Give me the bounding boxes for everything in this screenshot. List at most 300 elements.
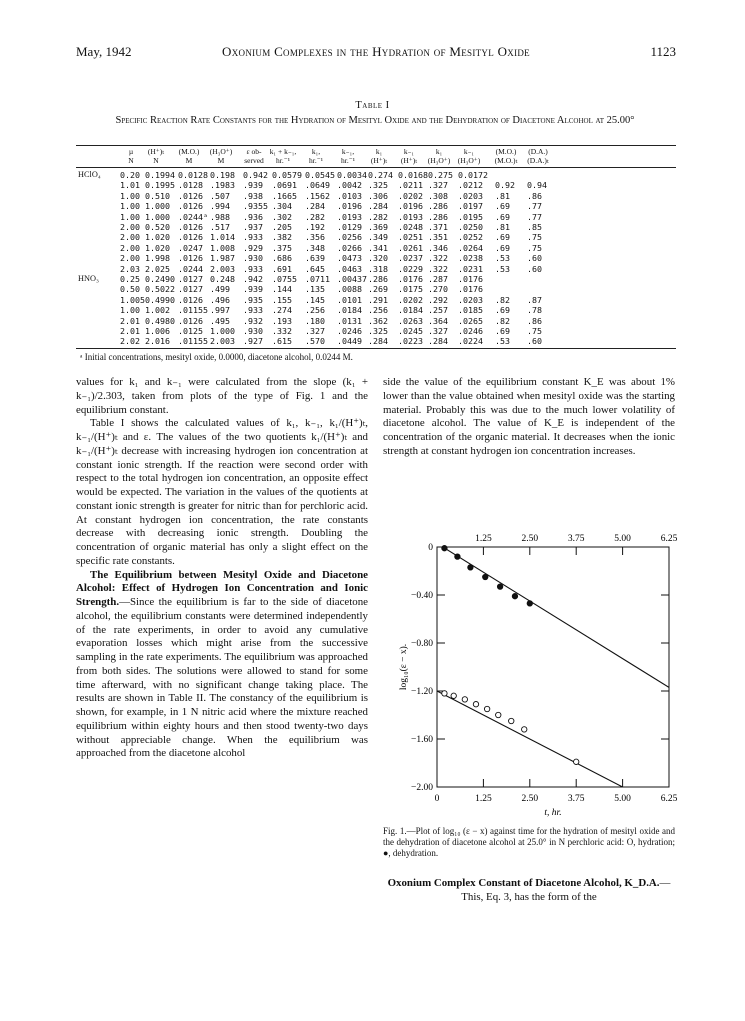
- table-cell: .496: [210, 294, 230, 305]
- table-cell: .322: [428, 253, 448, 264]
- table-cell: .939: [243, 180, 263, 191]
- table-cell: .371: [428, 222, 448, 232]
- paragraph: values for k₁ and k₋₁ were calculated from the slope (k₁ + k₋₁)/2.303, taken from plots of the type of Fig. 1 and the equilibrium constant.: [76, 376, 368, 416]
- data-point-hydration: [462, 697, 467, 702]
- table-cell: .0244ᵃ: [178, 211, 208, 222]
- table-cell: 0.942: [243, 170, 268, 180]
- table-cell: .517: [210, 222, 230, 232]
- table-cell: .0042: [337, 180, 362, 191]
- column-subheader-1: N: [153, 156, 159, 165]
- table-cell: .0197: [458, 201, 483, 212]
- x-tick-label: 6.25: [660, 794, 678, 804]
- data-point-hydration: [473, 702, 478, 707]
- table-cell: .287: [428, 274, 448, 284]
- data-point-hydration: [451, 693, 456, 698]
- table-cell: .0127: [178, 274, 203, 284]
- table-cell: .75: [527, 242, 542, 253]
- y-tick-label: −1.60: [411, 735, 433, 745]
- table-cell: .286: [428, 201, 448, 212]
- table-cell: .375: [272, 242, 292, 253]
- table-cell: .292: [428, 294, 448, 305]
- x-tick-label: 1.25: [475, 794, 492, 804]
- table-cell: .78: [527, 305, 542, 316]
- table-cell: .0103: [337, 190, 362, 201]
- page-number: 1123: [650, 44, 676, 59]
- table-cell: .0265: [458, 315, 483, 326]
- right-section: [383, 876, 675, 904]
- table-cell: .69: [495, 211, 510, 222]
- table-cell: .937: [243, 222, 263, 232]
- table-cell: .942: [243, 274, 263, 284]
- x-tick-label-top: 3.75: [567, 534, 585, 544]
- data-point-dehydration: [483, 574, 488, 579]
- table-header-rule: [76, 167, 676, 168]
- table-cell: .318: [368, 263, 388, 274]
- column-subheader-11: (H₃O⁺): [457, 156, 481, 165]
- table-cell: 2.003: [210, 336, 235, 347]
- table-cell: .0755: [272, 274, 297, 284]
- table-cell: 1.987: [210, 253, 235, 264]
- table-cell: 2.01: [120, 326, 140, 336]
- data-point-hydration: [522, 727, 527, 732]
- table-cell: .495: [210, 315, 230, 326]
- table-cell: .53: [495, 263, 510, 274]
- table-cell: .53: [495, 253, 510, 264]
- table-cell: .933: [243, 263, 263, 274]
- table-cell: .77: [527, 211, 542, 222]
- table-cell: .0126: [178, 315, 203, 326]
- table-cell: .291: [368, 294, 388, 305]
- table-cell: .81: [495, 222, 510, 232]
- table-cell: .0229: [398, 263, 423, 274]
- table-cell: .286: [428, 211, 448, 222]
- table-cell: .304: [272, 201, 292, 212]
- column-header-3: (H₃O⁺): [209, 147, 233, 156]
- table-cell: .930: [243, 326, 263, 336]
- data-point-hydration: [509, 718, 514, 723]
- table-cell: .0128: [178, 180, 203, 191]
- x-tick-label-top: 6.25: [660, 534, 678, 544]
- table-cell: .155: [272, 294, 292, 305]
- table-cell: 1.008: [210, 242, 235, 253]
- table-cell: .930: [243, 253, 263, 264]
- table-cell: .0244: [178, 263, 203, 274]
- table-cell: .0202: [398, 190, 423, 201]
- table-cell: 0.4980: [145, 315, 175, 326]
- table-cell: .0088: [337, 284, 362, 295]
- table-cell: .691: [272, 263, 292, 274]
- table-cell: 2.00: [120, 242, 140, 253]
- table-cell: .0251: [398, 232, 423, 243]
- table-cell: .0231: [458, 263, 483, 274]
- running-header: [76, 44, 676, 62]
- table-cell: .927: [243, 336, 263, 347]
- table-cell: 1.00: [120, 201, 140, 212]
- table-cell: .87: [527, 294, 542, 305]
- column-header-4: ε ob-: [246, 147, 262, 156]
- table-cell: .53: [495, 336, 510, 347]
- table-cell: .988: [210, 211, 230, 222]
- table-cell: .0127: [178, 284, 203, 295]
- column-header-10: k₁: [435, 147, 443, 156]
- data-point-dehydration: [512, 594, 517, 599]
- column-header-0: µ: [128, 147, 134, 156]
- column-subheader-12: (M.O.)ₜ: [494, 156, 518, 165]
- table-cell: .938: [243, 190, 263, 201]
- table-cell: .0131: [337, 315, 362, 326]
- table-cell: .0246: [337, 326, 362, 336]
- y-axis-label: log₁₀(ε − x).: [399, 643, 409, 691]
- table-cell: .0263: [398, 315, 423, 326]
- y-tick-label: −1.20: [411, 687, 433, 697]
- left-column: [76, 376, 368, 761]
- table-cell: .0211: [398, 180, 423, 191]
- table-cell: .0224: [458, 336, 483, 347]
- table-cell: 1.006: [145, 326, 170, 336]
- table-cell: .82: [495, 294, 510, 305]
- table-cell: 1.020: [145, 232, 170, 243]
- column-subheader-13: (D.A.)ₜ: [527, 156, 549, 165]
- x-tick-label: 3.75: [567, 794, 585, 804]
- table-cell: 1.000: [145, 211, 170, 222]
- table-cell: .348: [305, 242, 325, 253]
- table-cell: 2.02: [120, 336, 140, 347]
- table-cell: 1.014: [210, 232, 235, 243]
- table-cell: .86: [527, 315, 542, 326]
- table-cell: .284: [428, 336, 448, 347]
- table-cell: 0.0545: [305, 170, 335, 180]
- column-header-6: k₁,: [311, 147, 321, 156]
- group-label-hclo4: HClO₄: [78, 170, 101, 179]
- table-cell: .00437: [337, 274, 367, 284]
- table-cell: .86: [527, 190, 542, 201]
- table-cell: .346: [428, 242, 448, 253]
- table-cell: .284: [368, 201, 388, 212]
- table-cell: .9355: [243, 201, 268, 212]
- table-cell: 2.025: [145, 263, 170, 274]
- table-cell: .507: [210, 190, 230, 201]
- table-cell: .364: [428, 315, 448, 326]
- column-subheader-5: hr.⁻¹: [276, 156, 290, 165]
- table-cell: 0.50: [120, 284, 140, 295]
- table-cell: .69: [495, 201, 510, 212]
- table-cell: .270: [428, 284, 448, 295]
- table-cell: .284: [305, 201, 325, 212]
- table-cell: .997: [210, 305, 230, 316]
- table-cell: 0.92: [495, 180, 515, 191]
- table-cell: .322: [428, 263, 448, 274]
- table-cell: 0.2490: [145, 274, 175, 284]
- table-cell: .0126: [178, 294, 203, 305]
- x-tick-label-top: 1.25: [475, 534, 492, 544]
- table-cell: .369: [368, 222, 388, 232]
- x-tick-label: 0: [434, 794, 440, 804]
- table-cell: .0237: [398, 253, 423, 264]
- table-cell: .0176: [458, 274, 483, 284]
- table-cell: .0473: [337, 253, 362, 264]
- table-caption: Specific Reaction Rate Constants for the Hydration of Mesityl Oxide and the Dehydration of Diacetone Alcohol at 25.00°: [115, 115, 635, 126]
- table-cell: .994: [210, 201, 230, 212]
- table-cell: 2.016: [145, 336, 170, 347]
- table-cell: .69: [495, 242, 510, 253]
- data-point-hydration: [574, 759, 579, 764]
- table-cell: 1.01: [120, 180, 140, 191]
- table-cell: .256: [368, 305, 388, 316]
- table-cell: .0711: [305, 274, 330, 284]
- table-cell: .0202: [398, 294, 423, 305]
- column-header-9: k₋₁: [403, 147, 415, 156]
- table-cell: 1.000: [210, 326, 235, 336]
- header-title: Oxonium Complexes in the Hydration of Mesityl Oxide: [222, 44, 530, 59]
- column-header-5: k₁ + k₋₁,: [269, 147, 297, 156]
- table-cell: .69: [495, 326, 510, 336]
- table-cell: 1.998: [145, 253, 170, 264]
- table-cell: 2.00: [120, 222, 140, 232]
- table-cell: .0126: [178, 222, 203, 232]
- y-tick-label: −2.00: [411, 783, 433, 793]
- table-cell: .0193: [337, 211, 362, 222]
- table-cell: .0252: [458, 232, 483, 243]
- table-cell: .0126: [178, 232, 203, 243]
- column-subheader-9: (H⁺)ₜ: [400, 156, 418, 165]
- table-cell: .639: [305, 253, 325, 264]
- table-cell: .85: [527, 222, 542, 232]
- table-cell: 1.00: [120, 211, 140, 222]
- right-column-text: [383, 376, 675, 459]
- table-cell: 2.00: [120, 253, 140, 264]
- table-cell: .01155: [178, 336, 208, 347]
- table-cell: .0463: [337, 263, 362, 274]
- fit-line: [434, 691, 669, 811]
- table-cell: .145: [305, 294, 325, 305]
- table-cell: .356: [305, 232, 325, 243]
- table-cell: 0.520: [145, 222, 170, 232]
- table-cell: .362: [368, 315, 388, 326]
- x-tick-label: 2.50: [521, 794, 539, 804]
- table-cell: .0196: [398, 201, 423, 212]
- data-point-hydration: [484, 706, 489, 711]
- table-cell: .0649: [305, 180, 330, 191]
- x-axis-label: t, hr.: [544, 808, 562, 818]
- x-tick-label-top: 2.50: [521, 534, 539, 544]
- figure-1-chart: [392, 527, 682, 822]
- data-point-hydration: [496, 712, 501, 717]
- table-cell: .257: [428, 305, 448, 316]
- table-cell: .0195: [458, 211, 483, 222]
- table-cell: .269: [368, 284, 388, 295]
- table-cell: 1.000: [145, 201, 170, 212]
- table-cell: .306: [368, 190, 388, 201]
- table-cell: .282: [368, 211, 388, 222]
- y-tick-label: −0.80: [411, 639, 433, 649]
- figure-caption: Fig. 1.—Plot of log₁₀ (ε − x) against time for the hydration of mesityl oxide and the dehydration of diacetone alcohol at 25.0° in N perchloric acid: O, hydration; ●, dehydration.: [383, 826, 675, 858]
- column-subheader-2: M: [185, 156, 193, 165]
- table-cell: .0184: [398, 305, 423, 316]
- table-cell: .0250: [458, 222, 483, 232]
- table-cell: 2.00: [120, 232, 140, 243]
- table-cell: .332: [272, 326, 292, 336]
- section-text: —This, Eq. 3, has the form of the: [461, 877, 671, 903]
- table-cell: .935: [243, 294, 263, 305]
- column-header-12: (M.O.): [495, 147, 517, 156]
- table-cell: .193: [272, 315, 292, 326]
- table-cell: .0212: [458, 180, 483, 191]
- table-cell: .180: [305, 315, 325, 326]
- table-cell: .0238: [458, 253, 483, 264]
- table-cell: .0185: [458, 305, 483, 316]
- table-cell: .0101: [337, 294, 362, 305]
- table-cell: .1562: [305, 190, 330, 201]
- table-cell: .686: [272, 253, 292, 264]
- x-tick-label: 5.00: [614, 794, 631, 804]
- table-cell: .75: [527, 232, 542, 243]
- table-cell: .0264: [458, 242, 483, 253]
- column-header-2: (M.O.): [178, 147, 200, 156]
- y-tick-label: 0: [428, 543, 433, 553]
- column-subheader-6: hr.⁻¹: [309, 156, 323, 165]
- table-cell: .327: [428, 180, 448, 191]
- table-cell: 1.002: [145, 305, 170, 316]
- table-cell: .256: [305, 305, 325, 316]
- table-cell: 0.274: [368, 170, 393, 180]
- table-cell: .286: [368, 274, 388, 284]
- table-cell: 0.4990: [145, 294, 175, 305]
- table-cell: .0175: [398, 284, 423, 295]
- table-cell: 0.0034: [337, 170, 367, 180]
- table-cell: .205: [272, 222, 292, 232]
- table-cell: 1.005: [120, 294, 145, 305]
- table-label: Table I: [355, 100, 390, 111]
- column-subheader-3: M: [217, 156, 225, 165]
- table-cell: 0.275: [428, 170, 453, 180]
- table-cell: .570: [305, 336, 325, 347]
- table-cell: .302: [272, 211, 292, 222]
- table-cell: .382: [272, 232, 292, 243]
- table-top-rule: [76, 145, 676, 146]
- table-cell: .325: [368, 326, 388, 336]
- table-cell: .0125: [178, 326, 203, 336]
- table-cell: 0.0128: [178, 170, 208, 180]
- table-cell: .1983: [210, 180, 235, 191]
- table-cell: .0248: [398, 222, 423, 232]
- table-cell: 1.00: [120, 305, 140, 316]
- table-cell: .351: [428, 232, 448, 243]
- table-cell: .284: [368, 336, 388, 347]
- table-bottom-rule: [76, 348, 676, 349]
- table-cell: .308: [428, 190, 448, 201]
- table-cell: .0129: [337, 222, 362, 232]
- table-cell: .0246: [458, 326, 483, 336]
- table-cell: .69: [495, 232, 510, 243]
- column-header-11: k₋₁: [463, 147, 475, 156]
- table-cell: 0.20: [120, 170, 140, 180]
- table-cell: .60: [527, 263, 542, 274]
- table-cell: .0203: [458, 190, 483, 201]
- table-cell: 2.03: [120, 263, 140, 274]
- table-cell: .0203: [458, 294, 483, 305]
- table-cell: 0.25: [120, 274, 140, 284]
- table-cell: .615: [272, 336, 292, 347]
- data-point-hydration: [442, 691, 447, 696]
- x-tick-label-top: 5.00: [614, 534, 631, 544]
- table-footnote: ᵃ Initial concentrations, mesityl oxide, 0.0000, diacetone alcohol, 0.0244 M.: [80, 352, 353, 362]
- table-cell: .274: [272, 305, 292, 316]
- column-subheader-4: served: [244, 156, 264, 165]
- table-cell: .135: [305, 284, 325, 295]
- y-tick-label: −0.40: [411, 591, 433, 601]
- table-cell: .499: [210, 284, 230, 295]
- table-cell: 0.0168: [398, 170, 428, 180]
- data-point-dehydration: [442, 546, 447, 551]
- column-subheader-10: (H₃O⁺): [427, 156, 451, 165]
- table-cell: .0449: [337, 336, 362, 347]
- table-cell: .0261: [398, 242, 423, 253]
- table-cell: .0691: [272, 180, 297, 191]
- table-cell: .0245: [398, 326, 423, 336]
- table-cell: .0126: [178, 190, 203, 201]
- column-subheader-8: (H⁺)ₜ: [370, 156, 388, 165]
- table-cell: .327: [428, 326, 448, 336]
- table-cell: .1665: [272, 190, 297, 201]
- group-label-hno3: HNO₃: [78, 274, 99, 283]
- table-cell: .60: [527, 336, 542, 347]
- table-cell: .82: [495, 315, 510, 326]
- column-subheader-0: N: [128, 156, 134, 165]
- table-cell: .75: [527, 326, 542, 336]
- table-cell: .81: [495, 190, 510, 201]
- table-cell: 0.0579: [272, 170, 302, 180]
- table-cell: 0.248: [210, 274, 235, 284]
- table-cell: 2.003: [210, 263, 235, 274]
- paragraph: side the value of the equilibrium constant K_E was about 1% lower than the value obtained when mesityl oxide was the starting material. Probably this was due to the much lower volatility of diacetone alcohol. The value of K_E is independent of the concentration of the organic material. It decreases when the ionic strength at constant hydrogen ion concentration increases.: [383, 376, 675, 457]
- table-cell: .327: [305, 326, 325, 336]
- table-cell: 0.0172: [458, 170, 488, 180]
- table-cell: 0.1994: [145, 170, 175, 180]
- table-cell: 0.94: [527, 180, 547, 191]
- table-cell: .77: [527, 201, 542, 212]
- table-cell: .282: [305, 211, 325, 222]
- table-cell: .0126: [178, 201, 203, 212]
- header-date: May, 1942: [76, 44, 132, 59]
- column-header-7: k₋₁,: [341, 147, 355, 156]
- data-point-dehydration: [497, 584, 502, 589]
- table-cell: .932: [243, 315, 263, 326]
- table-cell: .325: [368, 180, 388, 191]
- table-cell: .0193: [398, 211, 423, 222]
- column-header-1: (H⁺)ₜ: [147, 147, 165, 156]
- table-cell: 0.198: [210, 170, 235, 180]
- table-cell: .0196: [337, 201, 362, 212]
- paragraph: —Since the equilibrium is far to the side of diacetone alcohol, the equilibrium constants were determined independently of the rate experiments, in order to avoid any cumulative evaporation losses which might arise from the successive sampling in the rate experiments. The equilibrium was approached from both sides. The solutions were allowed to stand for some time afterward, with no significant change taking place. The results are shown in Table II. The constancy of the equilibrium is shown, for example, in 1 N nitric acid where the mixture reached equilibrium within eighty hours and then stood twenty-two days without appreciable change. When the equilibrium was approached from the diacetone alcohol: [76, 596, 368, 760]
- table-cell: .60: [527, 253, 542, 264]
- section-heading: Oxonium Complex Constant of Diacetone Alcohol, K_D.A.: [387, 877, 660, 889]
- table-cell: 0.5022: [145, 284, 175, 295]
- section-heading: The Equilibrium between Mesityl Oxide and Diacetone Alcohol: Effect of Hydrogen Ion Concentration and Ionic Strength.: [76, 568, 368, 608]
- data-point-dehydration: [527, 601, 532, 606]
- table-cell: .349: [368, 232, 388, 243]
- table-cell: .0176: [398, 274, 423, 284]
- table-cell: 0.510: [145, 190, 170, 201]
- table-cell: .933: [243, 232, 263, 243]
- table-cell: .0184: [337, 305, 362, 316]
- table-cell: 0.1995: [145, 180, 175, 191]
- table-cell: .0247: [178, 242, 203, 253]
- table-cell: .320: [368, 253, 388, 264]
- table-cell: .939: [243, 284, 263, 295]
- table-cell: .645: [305, 263, 325, 274]
- column-subheader-7: hr.⁻¹: [341, 156, 355, 165]
- table-cell: .929: [243, 242, 263, 253]
